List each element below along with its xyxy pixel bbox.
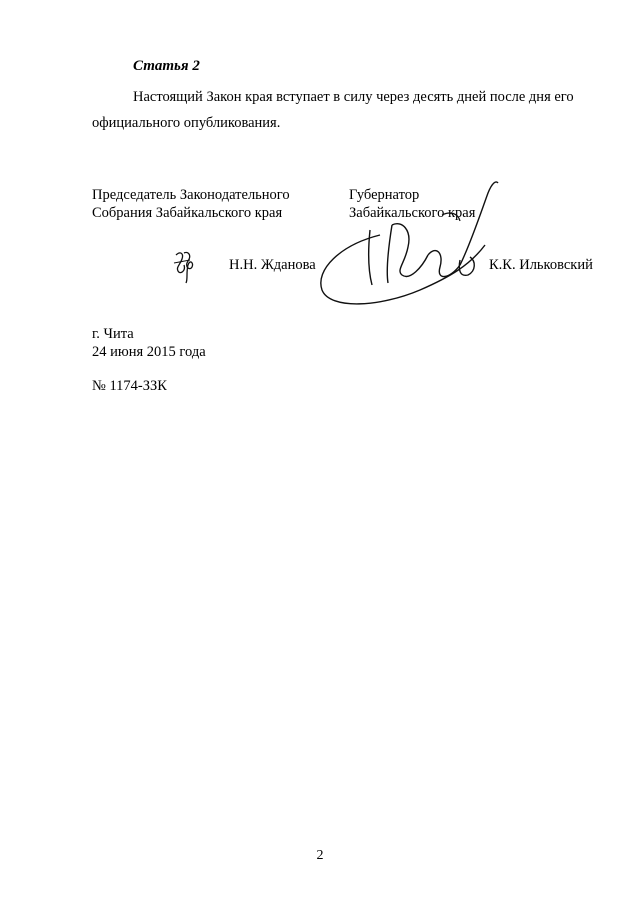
article-text: Настоящий Закон края вступает в силу через десять дней после дня его официального опубликования. xyxy=(92,89,574,131)
page-number: 2 xyxy=(316,848,324,863)
place-and-date xyxy=(92,325,206,361)
right-signatory-title-line1: Губернатор xyxy=(349,187,420,203)
law-number: № 1174-ЗЗК xyxy=(92,378,167,394)
right-signatory-title-line2: Забайкальского края xyxy=(349,205,476,221)
right-signatory-name: К.К. Ильковский xyxy=(489,257,593,273)
article-heading: Статья 2 xyxy=(133,58,200,74)
right-signatory-title xyxy=(349,186,475,222)
place: г. Чита xyxy=(92,326,134,342)
left-signatory-title-line1: Председатель Законодательного xyxy=(92,187,290,203)
left-signatory-name: Н.Н. Жданова xyxy=(229,257,316,273)
left-handwritten-signature xyxy=(170,245,200,285)
date: 24 июня 2015 года xyxy=(92,344,206,360)
left-signatory-title-line2: Собрания Забайкальского края xyxy=(92,205,283,221)
left-signatory-title xyxy=(92,186,290,222)
